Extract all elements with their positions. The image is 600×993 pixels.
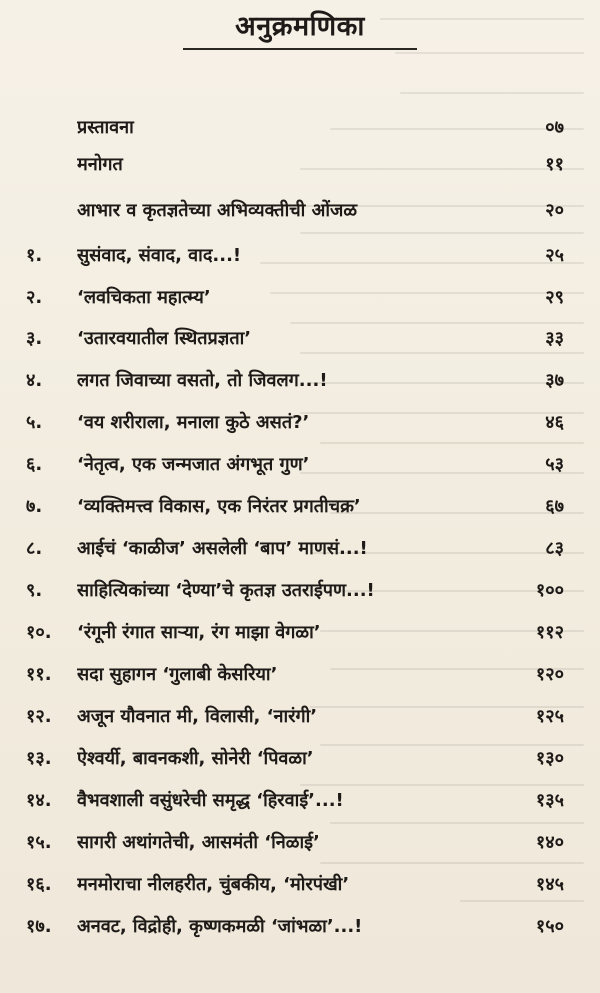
toc-entry[interactable] (0, 868, 600, 902)
toc-entry-number: ६. (26, 454, 43, 475)
toc-entry[interactable] (0, 532, 600, 566)
toc-entry-page: ६७ (545, 496, 564, 517)
toc-entry-page: १४५ (535, 874, 564, 895)
toc-entry-page: १४० (535, 832, 564, 853)
toc-entry-page: ८३ (545, 538, 564, 559)
toc-entry-title: मनोगत (77, 154, 123, 175)
toc-entry[interactable] (0, 574, 600, 608)
toc-entry-page: २० (545, 200, 564, 221)
toc-entry[interactable] (0, 490, 600, 524)
toc-entry[interactable] (0, 700, 600, 734)
toc-entry-page: ४६ (545, 412, 564, 433)
toc-entry-title: ‘लवचिकता महात्म्य’ (77, 287, 211, 308)
toc-entry-title: आभार व कृतज्ञतेच्या अभिव्यक्तीची ओंजळ (77, 200, 358, 221)
toc-entry-page: १२५ (535, 706, 564, 727)
toc-entry-number: १४. (26, 790, 52, 811)
toc-entry[interactable] (0, 910, 600, 944)
toc-entry-page: ०७ (545, 117, 564, 138)
toc-entry-page: १०० (535, 580, 564, 601)
toc-entry[interactable] (0, 194, 600, 228)
toc-entry-title: मनमोराचा नीलहरीत, चुंबकीय, ‘मोरपंखी’ (77, 874, 350, 895)
toc-entry-number: ५. (26, 412, 43, 433)
toc-entry[interactable] (0, 742, 600, 776)
toc-entry-number: १६. (26, 874, 52, 895)
toc-entry-title: ‘उतारवयातील स्थितप्रज्ञता’ (77, 328, 252, 349)
toc-entry[interactable] (0, 784, 600, 818)
toc-entry-number: २. (26, 287, 43, 308)
toc-entry-page: १३५ (535, 790, 564, 811)
toc-entry-title: सागरी अथांगतेची, आसमंती ‘निळाई’ (77, 832, 320, 853)
toc-entry[interactable] (0, 111, 600, 145)
toc-entry-title: अनवट, विद्रोही, कृष्णकमळी ‘जांभळा’...! (77, 916, 363, 937)
toc-entry[interactable] (0, 826, 600, 860)
toc-entry-title: आईचं ‘काळीज’ असलेली ‘बाप’ माणसं...! (77, 538, 368, 559)
toc-entry-number: ११. (26, 664, 52, 685)
toc-entry[interactable] (0, 616, 600, 650)
toc-entry-title: ‘रंगूनी रंगात साऱ्या, रंग माझा वेगळा’ (77, 622, 321, 643)
toc-entry-number: ८. (26, 538, 43, 559)
toc-entry-page: १३० (535, 748, 564, 769)
toc-entry-title: अजून यौवनात मी, विलासी, ‘नारंगी’ (77, 706, 318, 727)
toc-entry[interactable] (0, 148, 600, 182)
toc-entry-number: ९. (26, 580, 43, 601)
toc-entry-number: १७. (26, 916, 52, 937)
toc-entry-title: ‘नेतृत्व, एक जन्मजात अंगभूत गुण’ (77, 454, 310, 475)
toc-entry-title: ऐश्वर्यी, बावनकशी, सोनेरी ‘पिवळा’ (77, 748, 314, 769)
toc-entry-page: १५० (535, 916, 564, 937)
toc-entry-title: सदा सुहागन ‘गुलाबी केसरिया’ (77, 664, 278, 685)
toc-entry-title: ‘व्यक्तिमत्त्व विकास, एक निरंतर प्रगतीचक्र’ (77, 496, 361, 517)
toc-entry-title: लगत जिवाच्या वसतो, तो जिवलग...! (77, 370, 328, 391)
toc-entry-number: १३. (26, 748, 52, 769)
toc-entry-number: १०. (26, 622, 52, 643)
toc-entry[interactable] (0, 281, 600, 315)
toc-entry[interactable] (0, 658, 600, 692)
toc-entry-page: २५ (545, 245, 564, 266)
toc-entry-title: वैभवशाली वसुंधरेची समृद्ध ‘हिरवाई’...! (77, 790, 344, 811)
toc-entry-page: ११ (545, 154, 564, 175)
toc-entry-page: २९ (545, 287, 564, 308)
toc-entry-number: ३. (26, 328, 43, 349)
toc-entry[interactable] (0, 322, 600, 356)
toc-entry-title: ‘वय शरीराला, मनाला कुठे असतं?’ (77, 412, 310, 433)
toc-entry-number: १२. (26, 706, 52, 727)
toc-entry-number: १. (26, 245, 43, 266)
page-title: अनुक्रमणिका (235, 11, 365, 42)
toc-entry-title: प्रस्तावना (77, 117, 134, 138)
toc-entry[interactable] (0, 406, 600, 440)
toc-entry-page: १२० (535, 664, 564, 685)
toc-entry-number: ४. (26, 370, 43, 391)
toc-entry-page: ११२ (535, 622, 564, 643)
toc-entry-page: ३७ (545, 370, 564, 391)
toc-entry-page: ३३ (545, 328, 564, 349)
toc-entry-number: १५. (26, 832, 52, 853)
toc-entry-number: ७. (26, 496, 43, 517)
toc-entry[interactable] (0, 239, 600, 273)
toc-entry[interactable] (0, 448, 600, 482)
toc-entry-page: ५३ (545, 454, 564, 475)
toc-entry[interactable] (0, 364, 600, 398)
toc-entry-title: सुसंवाद, संवाद, वाद...! (77, 245, 242, 266)
toc-entry-title: साहित्यिकांच्या ‘देण्या’चे कृतज्ञ उतराईपण...! (77, 580, 375, 601)
